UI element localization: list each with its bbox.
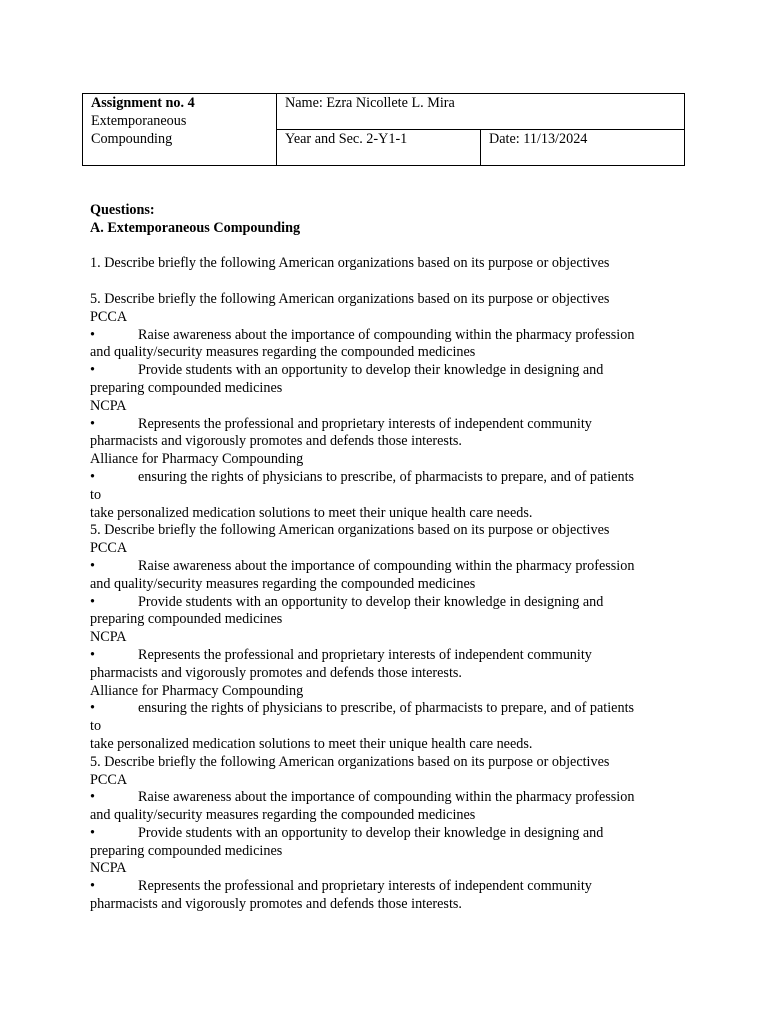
bullet-text: Raise awareness about the importance of compounding within the pharmacy profession [138, 789, 635, 806]
date-cell [481, 130, 685, 166]
org-heading-pcca: PCCA [90, 540, 128, 557]
bullet-item [90, 327, 680, 345]
org-heading-pcca: PCCA [90, 308, 128, 325]
question-5: 5. Describe briefly the following American organizations based on its purpose or objectives [90, 753, 610, 770]
bullet-text: Provide students with an opportunity to develop their knowledge in designing and [138, 593, 604, 610]
bullet-continuation: and quality/security measures regarding the compounded medicines [90, 807, 476, 824]
bullet-item [90, 878, 680, 896]
bullet-item [90, 416, 680, 434]
bullet-item [90, 362, 680, 380]
bullet-continuation: preparing compounded medicines [90, 842, 283, 859]
bullet-item [90, 594, 680, 612]
bullet-continuation: to [90, 486, 102, 503]
bullet-text: Raise awareness about the importance of compounding within the pharmacy profession [138, 557, 635, 574]
year-section: Year and Sec. 2-Y1-1 [285, 131, 408, 147]
bullet-icon: • [90, 878, 95, 895]
bullet-icon: • [90, 362, 95, 379]
bullet-item [90, 700, 680, 718]
bullet-continuation: pharmacists and vigorously promotes and defends those interests. [90, 664, 462, 681]
bullet-icon: • [90, 468, 95, 485]
bullet-icon: • [90, 789, 95, 806]
bullet-continuation: pharmacists and vigorously promotes and defends those interests. [90, 433, 462, 450]
bullet-continuation: pharmacists and vigorously promotes and defends those interests. [90, 896, 462, 913]
bullet-icon: • [90, 824, 95, 841]
header-table [82, 93, 685, 166]
date: Date: 11/13/2024 [489, 131, 588, 147]
org-heading-pcca: PCCA [90, 771, 128, 788]
org-heading-alliance: Alliance for Pharmacy Compounding [90, 451, 304, 468]
bullet-item [90, 647, 680, 665]
bullet-icon: • [90, 326, 95, 343]
bullet-item [90, 469, 680, 487]
org-heading-ncpa: NCPA [90, 397, 127, 414]
bullet-continuation: to [90, 718, 102, 735]
spacer [90, 238, 680, 256]
section-title: A. Extemporaneous Compounding [90, 219, 301, 236]
bullet-text: Provide students with an opportunity to develop their knowledge in designing and [138, 362, 604, 379]
spacer [90, 273, 680, 291]
bullet-continuation: and quality/security measures regarding the compounded medicines [90, 344, 476, 361]
bullet-text: ensuring the rights of physicians to prescribe, of pharmacists to prepare, and of patients [138, 700, 635, 717]
bullet-text: Raise awareness about the importance of compounding within the pharmacy profession [138, 326, 635, 343]
bullet-icon: • [90, 415, 95, 432]
bullet-text: Represents the professional and proprietary interests of independent community [138, 415, 592, 432]
questions-label: Questions: [90, 202, 155, 218]
bullet-continuation: and quality/security measures regarding the compounded medicines [90, 575, 476, 592]
question-1: 1. Describe briefly the following American organizations based on its purpose or objectives [90, 255, 610, 272]
bullet-icon: • [90, 593, 95, 610]
subject-line-2: Compounding [91, 130, 173, 147]
bullet-continuation: take personalized medication solutions to meet their unique health care needs. [90, 735, 533, 752]
org-heading-alliance: Alliance for Pharmacy Compounding [90, 682, 304, 699]
bullet-item [90, 789, 680, 807]
question-5: 5. Describe briefly the following American organizations based on its purpose or objectives [90, 290, 610, 307]
bullet-text: ensuring the rights of physicians to prescribe, of pharmacists to prepare, and of patients [138, 468, 635, 485]
bullet-item [90, 825, 680, 843]
subject-line-1: Extemporaneous [91, 112, 187, 129]
bullet-icon: • [90, 557, 95, 574]
bullet-continuation: preparing compounded medicines [90, 611, 283, 628]
bullet-item [90, 558, 680, 576]
year-sec-cell [277, 130, 481, 166]
bullet-icon: • [90, 700, 95, 717]
question-5: 5. Describe briefly the following American organizations based on its purpose or objectives [90, 522, 610, 539]
name-cell [277, 94, 685, 130]
document-body [90, 202, 680, 914]
assignment-number: Assignment no. 4 [91, 95, 195, 111]
bullet-text: Represents the professional and proprietary interests of independent community [138, 646, 592, 663]
bullet-continuation: take personalized medication solutions to meet their unique health care needs. [90, 504, 533, 521]
bullet-text: Represents the professional and proprietary interests of independent community [138, 878, 592, 895]
org-heading-ncpa: NCPA [90, 860, 127, 877]
bullet-continuation: preparing compounded medicines [90, 379, 283, 396]
bullet-text: Provide students with an opportunity to develop their knowledge in designing and [138, 824, 604, 841]
org-heading-ncpa: NCPA [90, 629, 127, 646]
assignment-cell [83, 94, 277, 166]
bullet-icon: • [90, 646, 95, 663]
student-name: Name: Ezra Nicollete L. Mira [285, 95, 455, 111]
